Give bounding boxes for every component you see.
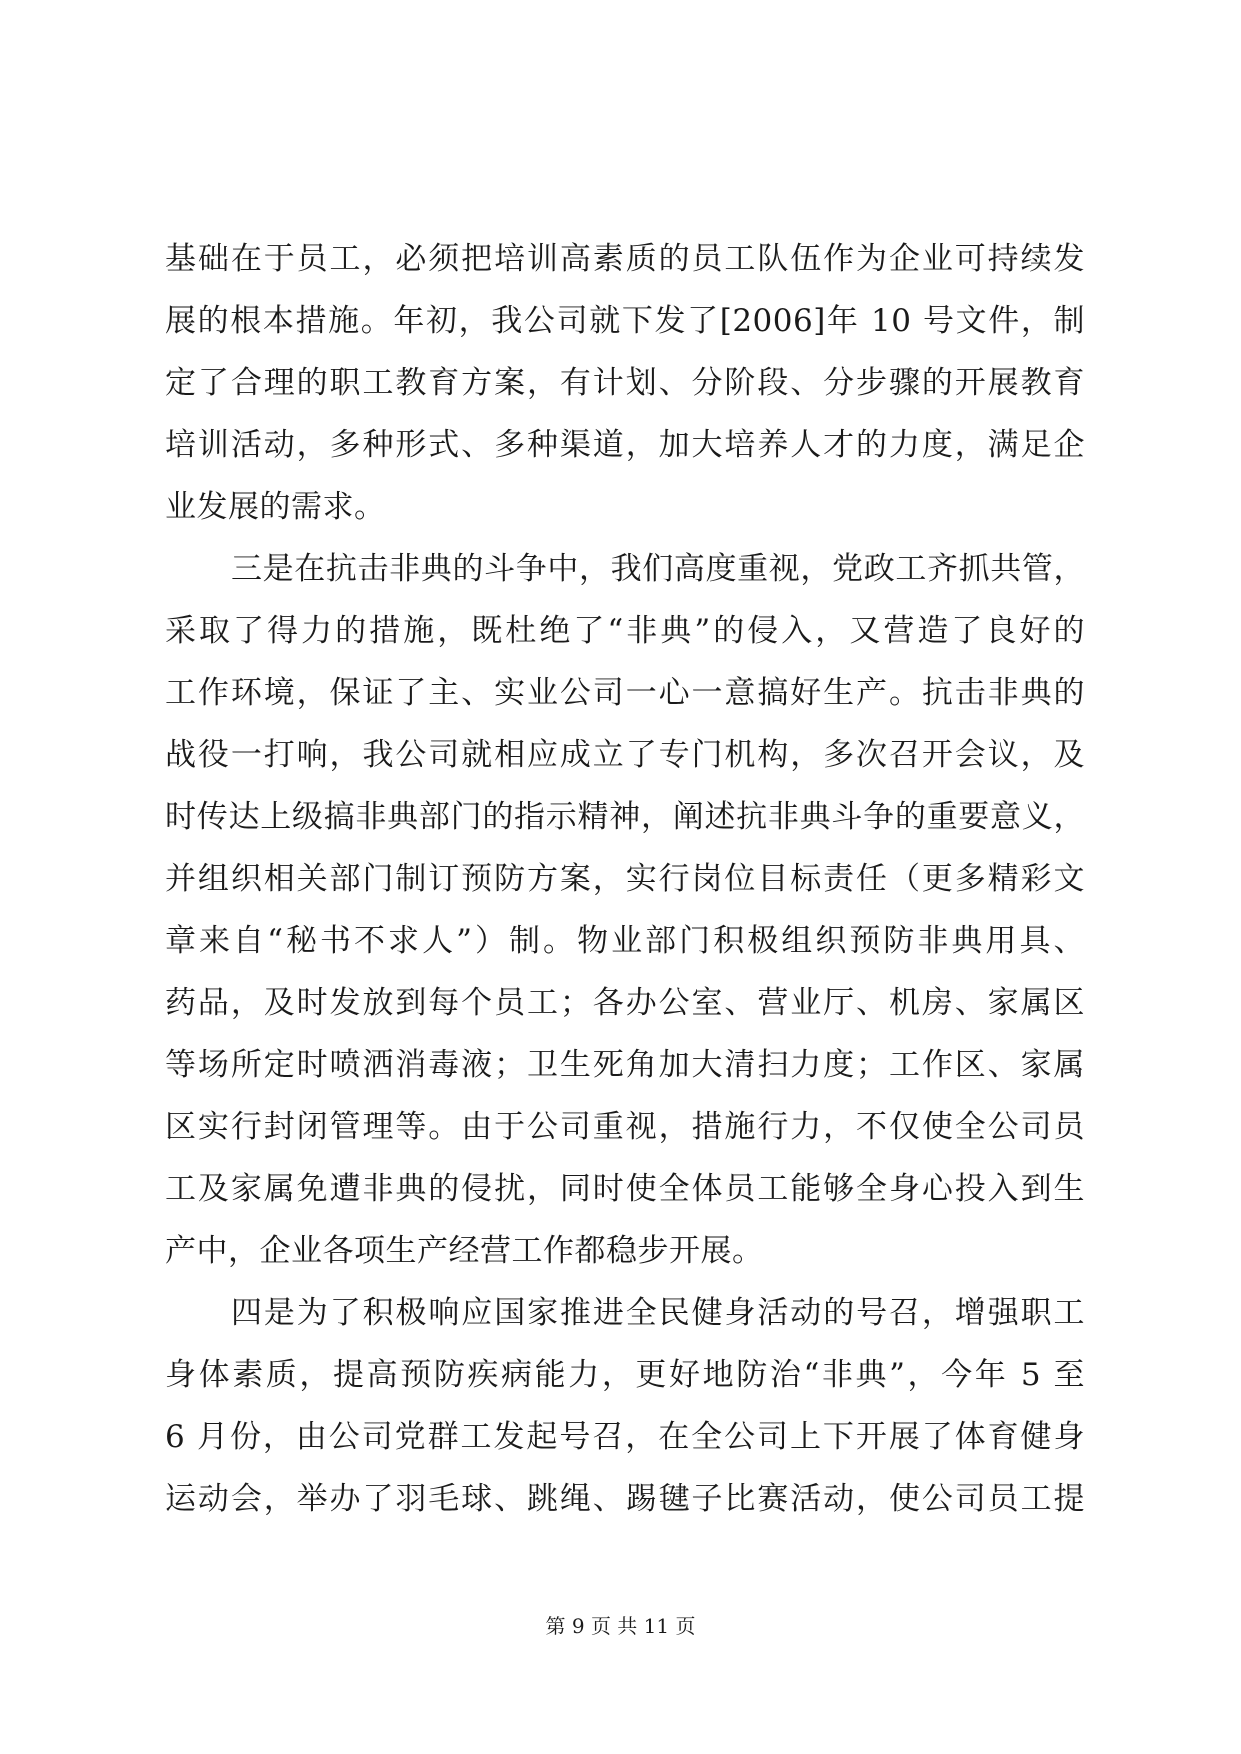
text-line: 三是在抗击非典的斗争中，我们高度重视，党政工齐抓共管，: [231, 551, 1085, 587]
text-line: 时传达上级搞非典部门的指示精神，阐述抗非典斗争的重要意义，: [165, 799, 1085, 835]
text-line: 战役一打响，我公司就相应成立了专门机构，多次召开会议，及: [165, 737, 1085, 773]
text-line: 区实行封闭管理等。由于公司重视，措施行力，不仅使全公司员: [165, 1109, 1085, 1145]
text-line: 产中，企业各项生产经营工作都稳步开展。: [165, 1233, 764, 1269]
text-line: 采取了得力的措施，既杜绝了“非典”的侵入，又营造了良好的: [165, 613, 1085, 649]
text-line: 身体素质，提高预防疾病能力，更好地防治“非典”，今年 5 至: [165, 1357, 1085, 1393]
text-line: 展的根本措施。年初，我公司就下发了[2006]年 10 号文件，制: [165, 303, 1085, 339]
text-line: 四是为了积极响应国家推进全民健身活动的号召，增强职工: [231, 1295, 1085, 1331]
text-line: 6 月份，由公司党群工发起号召，在全公司上下开展了体育健身: [165, 1419, 1085, 1455]
text-line: 并组织相关部门制订预防方案，实行岗位目标责任（更多精彩文: [165, 861, 1085, 897]
text-line: 培训活动，多种形式、多种渠道，加大培养人才的力度，满足企: [165, 427, 1085, 463]
text-line: 工及家属免遭非典的侵扰，同时使全体员工能够全身心投入到生: [165, 1171, 1085, 1207]
text-line: 工作环境，保证了主、实业公司一心一意搞好生产。抗击非典的: [165, 675, 1085, 711]
text-line: 业发展的需求。: [165, 489, 386, 525]
text-line: 等场所定时喷洒消毒液；卫生死角加大清扫力度；工作区、家属: [165, 1047, 1085, 1083]
text-line: 药品，及时发放到每个员工；各办公室、营业厅、机房、家属区: [165, 985, 1085, 1021]
text-line: 章来自“秘书不求人”）制。物业部门积极组织预防非典用具、: [165, 923, 1085, 959]
text-line: 基础在于员工，必须把培训高素质的员工队伍作为企业可持续发: [165, 241, 1085, 277]
text-line: 运动会，举办了羽毛球、跳绳、踢毽子比赛活动，使公司员工提: [165, 1481, 1085, 1517]
body-text: [165, 228, 1085, 1530]
page-footer: 第 9 页 共 11 页: [545, 1614, 696, 1638]
text-line: 定了合理的职工教育方案，有计划、分阶段、分步骤的开展教育: [165, 365, 1085, 401]
